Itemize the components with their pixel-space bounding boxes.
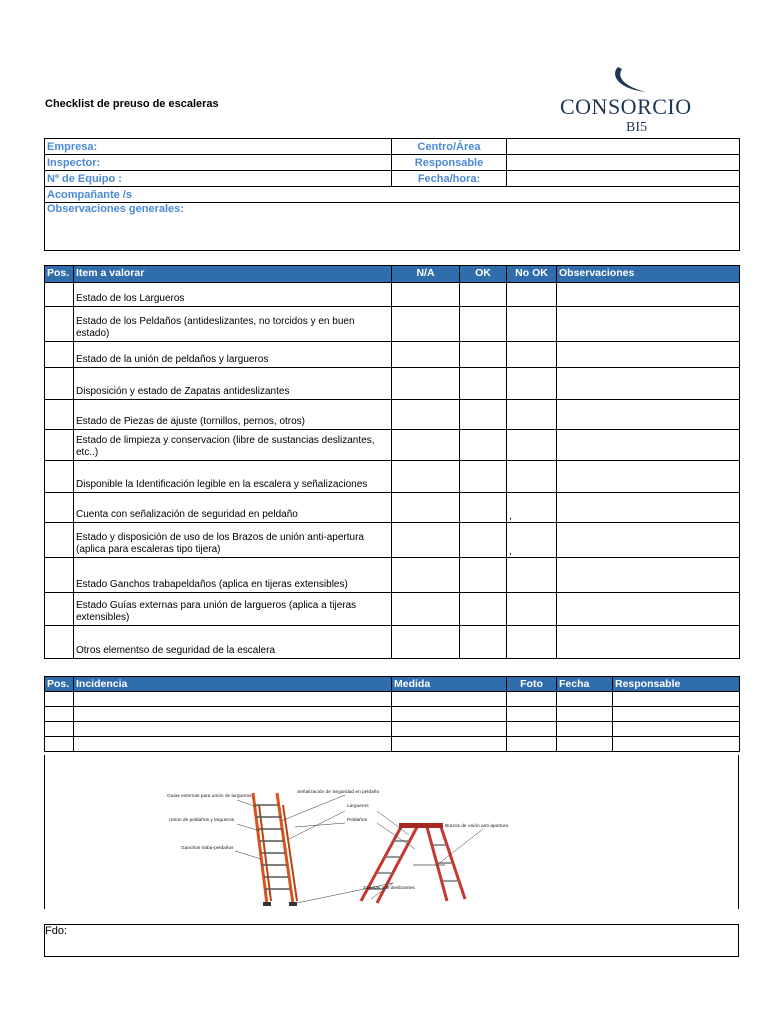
fecha-hora-field[interactable] xyxy=(507,171,740,187)
foto-cell[interactable] xyxy=(507,722,557,737)
pos-cell[interactable] xyxy=(45,593,74,626)
na-checkbox[interactable] xyxy=(392,307,460,342)
pos-cell[interactable] xyxy=(45,626,74,659)
label-peldanos: Peldaños xyxy=(347,818,368,823)
header-na: N/A xyxy=(392,266,460,283)
no-ok-checkbox[interactable] xyxy=(507,430,557,461)
logo-name: CONSORCIO xyxy=(560,94,692,119)
inc-header-responsable: Responsable xyxy=(613,677,740,692)
medida-cell[interactable] xyxy=(392,722,507,737)
medida-cell[interactable] xyxy=(392,707,507,722)
ok-checkbox[interactable] xyxy=(460,626,507,659)
table-row xyxy=(45,722,740,737)
info-table xyxy=(44,138,740,251)
item-label: Estado de Piezas de ajuste (tornillos, pernos, otros) xyxy=(74,400,392,430)
observaciones-generales-label: Observaciones generales: xyxy=(45,203,740,251)
table-row xyxy=(45,307,740,342)
item-label: Estado de limpieza y conservacion (libre de sustancias deslizantes, etc..) xyxy=(74,430,392,461)
inspector-label: Inspector: xyxy=(45,155,392,171)
inc-header-fecha: Fecha xyxy=(557,677,613,692)
pos-cell[interactable] xyxy=(45,283,74,307)
incidencias-header-row xyxy=(45,677,740,692)
na-checkbox[interactable] xyxy=(392,523,460,558)
pos-cell[interactable] xyxy=(45,692,74,707)
pos-cell[interactable] xyxy=(45,707,74,722)
responsable-cell[interactable] xyxy=(613,692,740,707)
observaciones-cell[interactable] xyxy=(557,461,740,493)
observaciones-cell[interactable] xyxy=(557,307,740,342)
ok-checkbox[interactable] xyxy=(460,593,507,626)
foto-cell[interactable] xyxy=(507,737,557,752)
table-row xyxy=(45,400,740,430)
ok-checkbox[interactable] xyxy=(460,400,507,430)
ok-checkbox[interactable] xyxy=(460,558,507,593)
inc-header-incidencia: Incidencia xyxy=(74,677,392,692)
observaciones-cell[interactable] xyxy=(557,493,740,523)
label-union: Unión de peldaños y largueros xyxy=(169,818,235,823)
table-row xyxy=(45,342,740,368)
no-ok-checkbox[interactable] xyxy=(507,307,557,342)
table-row xyxy=(45,368,740,400)
no-ok-checkbox[interactable] xyxy=(507,283,557,307)
ok-checkbox[interactable] xyxy=(460,430,507,461)
inc-header-pos: Pos. xyxy=(45,677,74,692)
ok-checkbox[interactable] xyxy=(460,283,507,307)
no-ok-checkbox[interactable]: , xyxy=(507,523,557,558)
observaciones-cell[interactable] xyxy=(557,430,740,461)
na-checkbox[interactable] xyxy=(392,283,460,307)
observaciones-cell[interactable] xyxy=(557,523,740,558)
item-label: Estado de los Peldaños (antideslizantes, no torcidos y en buen estado) xyxy=(74,307,392,342)
equipo-label: Nº de Equipo : xyxy=(45,171,392,187)
table-row xyxy=(45,558,740,593)
na-checkbox[interactable] xyxy=(392,626,460,659)
observaciones-cell[interactable] xyxy=(557,368,740,400)
company-logo xyxy=(556,62,726,138)
acompanante-label: Acompañante /s xyxy=(45,187,740,203)
fecha-cell[interactable] xyxy=(557,707,613,722)
fecha-cell[interactable] xyxy=(557,737,613,752)
pos-cell[interactable] xyxy=(45,430,74,461)
no-ok-checkbox[interactable] xyxy=(507,342,557,368)
ladder-diagram-image xyxy=(165,779,525,909)
step-ladder-icon xyxy=(361,823,465,903)
header-no-ok: No OK xyxy=(507,266,557,283)
na-checkbox[interactable] xyxy=(392,493,460,523)
item-label: Estado Ganchos trabapeldaños (aplica en tijeras extensibles) xyxy=(74,558,392,593)
na-checkbox[interactable] xyxy=(392,558,460,593)
header-item: Item a valorar xyxy=(74,266,392,283)
na-checkbox[interactable] xyxy=(392,342,460,368)
table-row xyxy=(45,493,740,523)
pos-cell[interactable] xyxy=(45,461,74,493)
table-row xyxy=(45,737,740,752)
na-checkbox[interactable] xyxy=(392,461,460,493)
ok-checkbox[interactable] xyxy=(460,461,507,493)
table-row xyxy=(45,523,740,558)
checklist-table xyxy=(44,265,740,659)
item-label: Disposición y estado de Zapatas antideslizantes xyxy=(74,368,392,400)
table-row xyxy=(45,626,740,659)
fecha-cell[interactable] xyxy=(557,722,613,737)
no-ok-checkbox[interactable]: , xyxy=(507,493,557,523)
item-label: Estado y disposición de uso de los Brazos de unión anti-apertura (aplica para escaleras tipo tijera) xyxy=(74,523,392,558)
no-ok-checkbox[interactable] xyxy=(507,461,557,493)
label-zapatas: Zapatas anti deslizantes xyxy=(363,886,415,891)
logo-subtitle: BI5 xyxy=(626,120,647,135)
responsable-cell[interactable] xyxy=(613,737,740,752)
inc-header-medida: Medida xyxy=(392,677,507,692)
foto-cell[interactable] xyxy=(507,707,557,722)
checklist-header-row xyxy=(45,266,740,283)
observaciones-cell[interactable] xyxy=(557,342,740,368)
medida-cell[interactable] xyxy=(392,737,507,752)
table-row xyxy=(45,593,740,626)
observaciones-cell[interactable] xyxy=(557,400,740,430)
centro-field[interactable] xyxy=(507,139,740,155)
label-guias: Guías externas para unión de largueros xyxy=(167,794,252,799)
incidencia-cell[interactable] xyxy=(74,722,392,737)
pos-cell[interactable] xyxy=(45,307,74,342)
inc-header-foto: Foto xyxy=(507,677,557,692)
no-ok-checkbox[interactable] xyxy=(507,626,557,659)
item-label: Disponible la Identificación legible en la escalera y señalizaciones xyxy=(74,461,392,493)
item-label: Cuenta con señalización de seguridad en peldaño xyxy=(74,493,392,523)
observaciones-cell[interactable] xyxy=(557,558,740,593)
responsable-cell[interactable] xyxy=(613,722,740,737)
observaciones-cell[interactable] xyxy=(557,593,740,626)
ok-checkbox[interactable] xyxy=(460,493,507,523)
centro-label: Centro/Área xyxy=(392,139,507,155)
table-row xyxy=(45,707,740,722)
ok-checkbox[interactable] xyxy=(460,523,507,558)
item-label: Otros elementso de seguridad de la escalera xyxy=(74,626,392,659)
fdo-label: Fdo: xyxy=(45,925,68,937)
observaciones-cell[interactable] xyxy=(557,626,740,659)
item-label: Estado de los Largueros xyxy=(74,283,392,307)
na-checkbox[interactable] xyxy=(392,593,460,626)
medida-cell[interactable] xyxy=(392,692,507,707)
responsable-label: Responsable xyxy=(392,155,507,171)
document-title: Checklist de preuso de escaleras xyxy=(45,98,219,110)
no-ok-checkbox[interactable] xyxy=(507,593,557,626)
extension-ladder-icon xyxy=(253,793,297,906)
pos-cell[interactable] xyxy=(45,558,74,593)
header-observaciones: Observaciones xyxy=(557,266,740,283)
responsable-field[interactable] xyxy=(507,155,740,171)
table-row xyxy=(45,692,740,707)
item-label: Estado de la unión de peldaños y largueros xyxy=(74,342,392,368)
ladder-illustration-area xyxy=(44,755,739,909)
pos-cell[interactable] xyxy=(45,722,74,737)
label-ganchos: Ganchos traba-peldaños xyxy=(181,846,234,851)
table-row xyxy=(45,283,740,307)
pos-cell[interactable] xyxy=(45,368,74,400)
responsable-cell[interactable] xyxy=(613,707,740,722)
pos-cell[interactable] xyxy=(45,400,74,430)
fecha-cell[interactable] xyxy=(557,692,613,707)
label-brazos: Brazos de unión anti-apertura xyxy=(445,824,509,829)
no-ok-checkbox[interactable] xyxy=(507,400,557,430)
fecha-hora-label: Fecha/hora: xyxy=(392,171,507,187)
pos-cell[interactable] xyxy=(45,737,74,752)
no-ok-checkbox[interactable] xyxy=(507,558,557,593)
header-ok: OK xyxy=(460,266,507,283)
na-checkbox[interactable] xyxy=(392,368,460,400)
ok-checkbox[interactable] xyxy=(460,368,507,400)
incidencia-cell[interactable] xyxy=(74,692,392,707)
header-pos: Pos. xyxy=(45,266,74,283)
table-row xyxy=(45,430,740,461)
ok-checkbox[interactable] xyxy=(460,307,507,342)
foto-cell[interactable] xyxy=(507,692,557,707)
pos-cell[interactable] xyxy=(45,523,74,558)
no-ok-checkbox[interactable] xyxy=(507,368,557,400)
pos-cell[interactable] xyxy=(45,342,74,368)
label-senalizacion: Señalización de Seguridad en peldaño xyxy=(297,790,380,795)
label-largueros: Largueros xyxy=(347,804,369,809)
na-checkbox[interactable] xyxy=(392,400,460,430)
incidencia-cell[interactable] xyxy=(74,737,392,752)
incidencia-cell[interactable] xyxy=(74,707,392,722)
pos-cell[interactable] xyxy=(45,493,74,523)
signature-box[interactable] xyxy=(44,924,739,957)
observaciones-cell[interactable] xyxy=(557,283,740,307)
na-checkbox[interactable] xyxy=(392,430,460,461)
item-label: Estado Guías externas para unión de largueros (aplica a tijeras extensibles) xyxy=(74,593,392,626)
incidencias-table xyxy=(44,676,740,752)
table-row xyxy=(45,461,740,493)
ok-checkbox[interactable] xyxy=(460,342,507,368)
empresa-label: Empresa: xyxy=(45,139,392,155)
logo-swoosh-icon xyxy=(608,65,658,95)
